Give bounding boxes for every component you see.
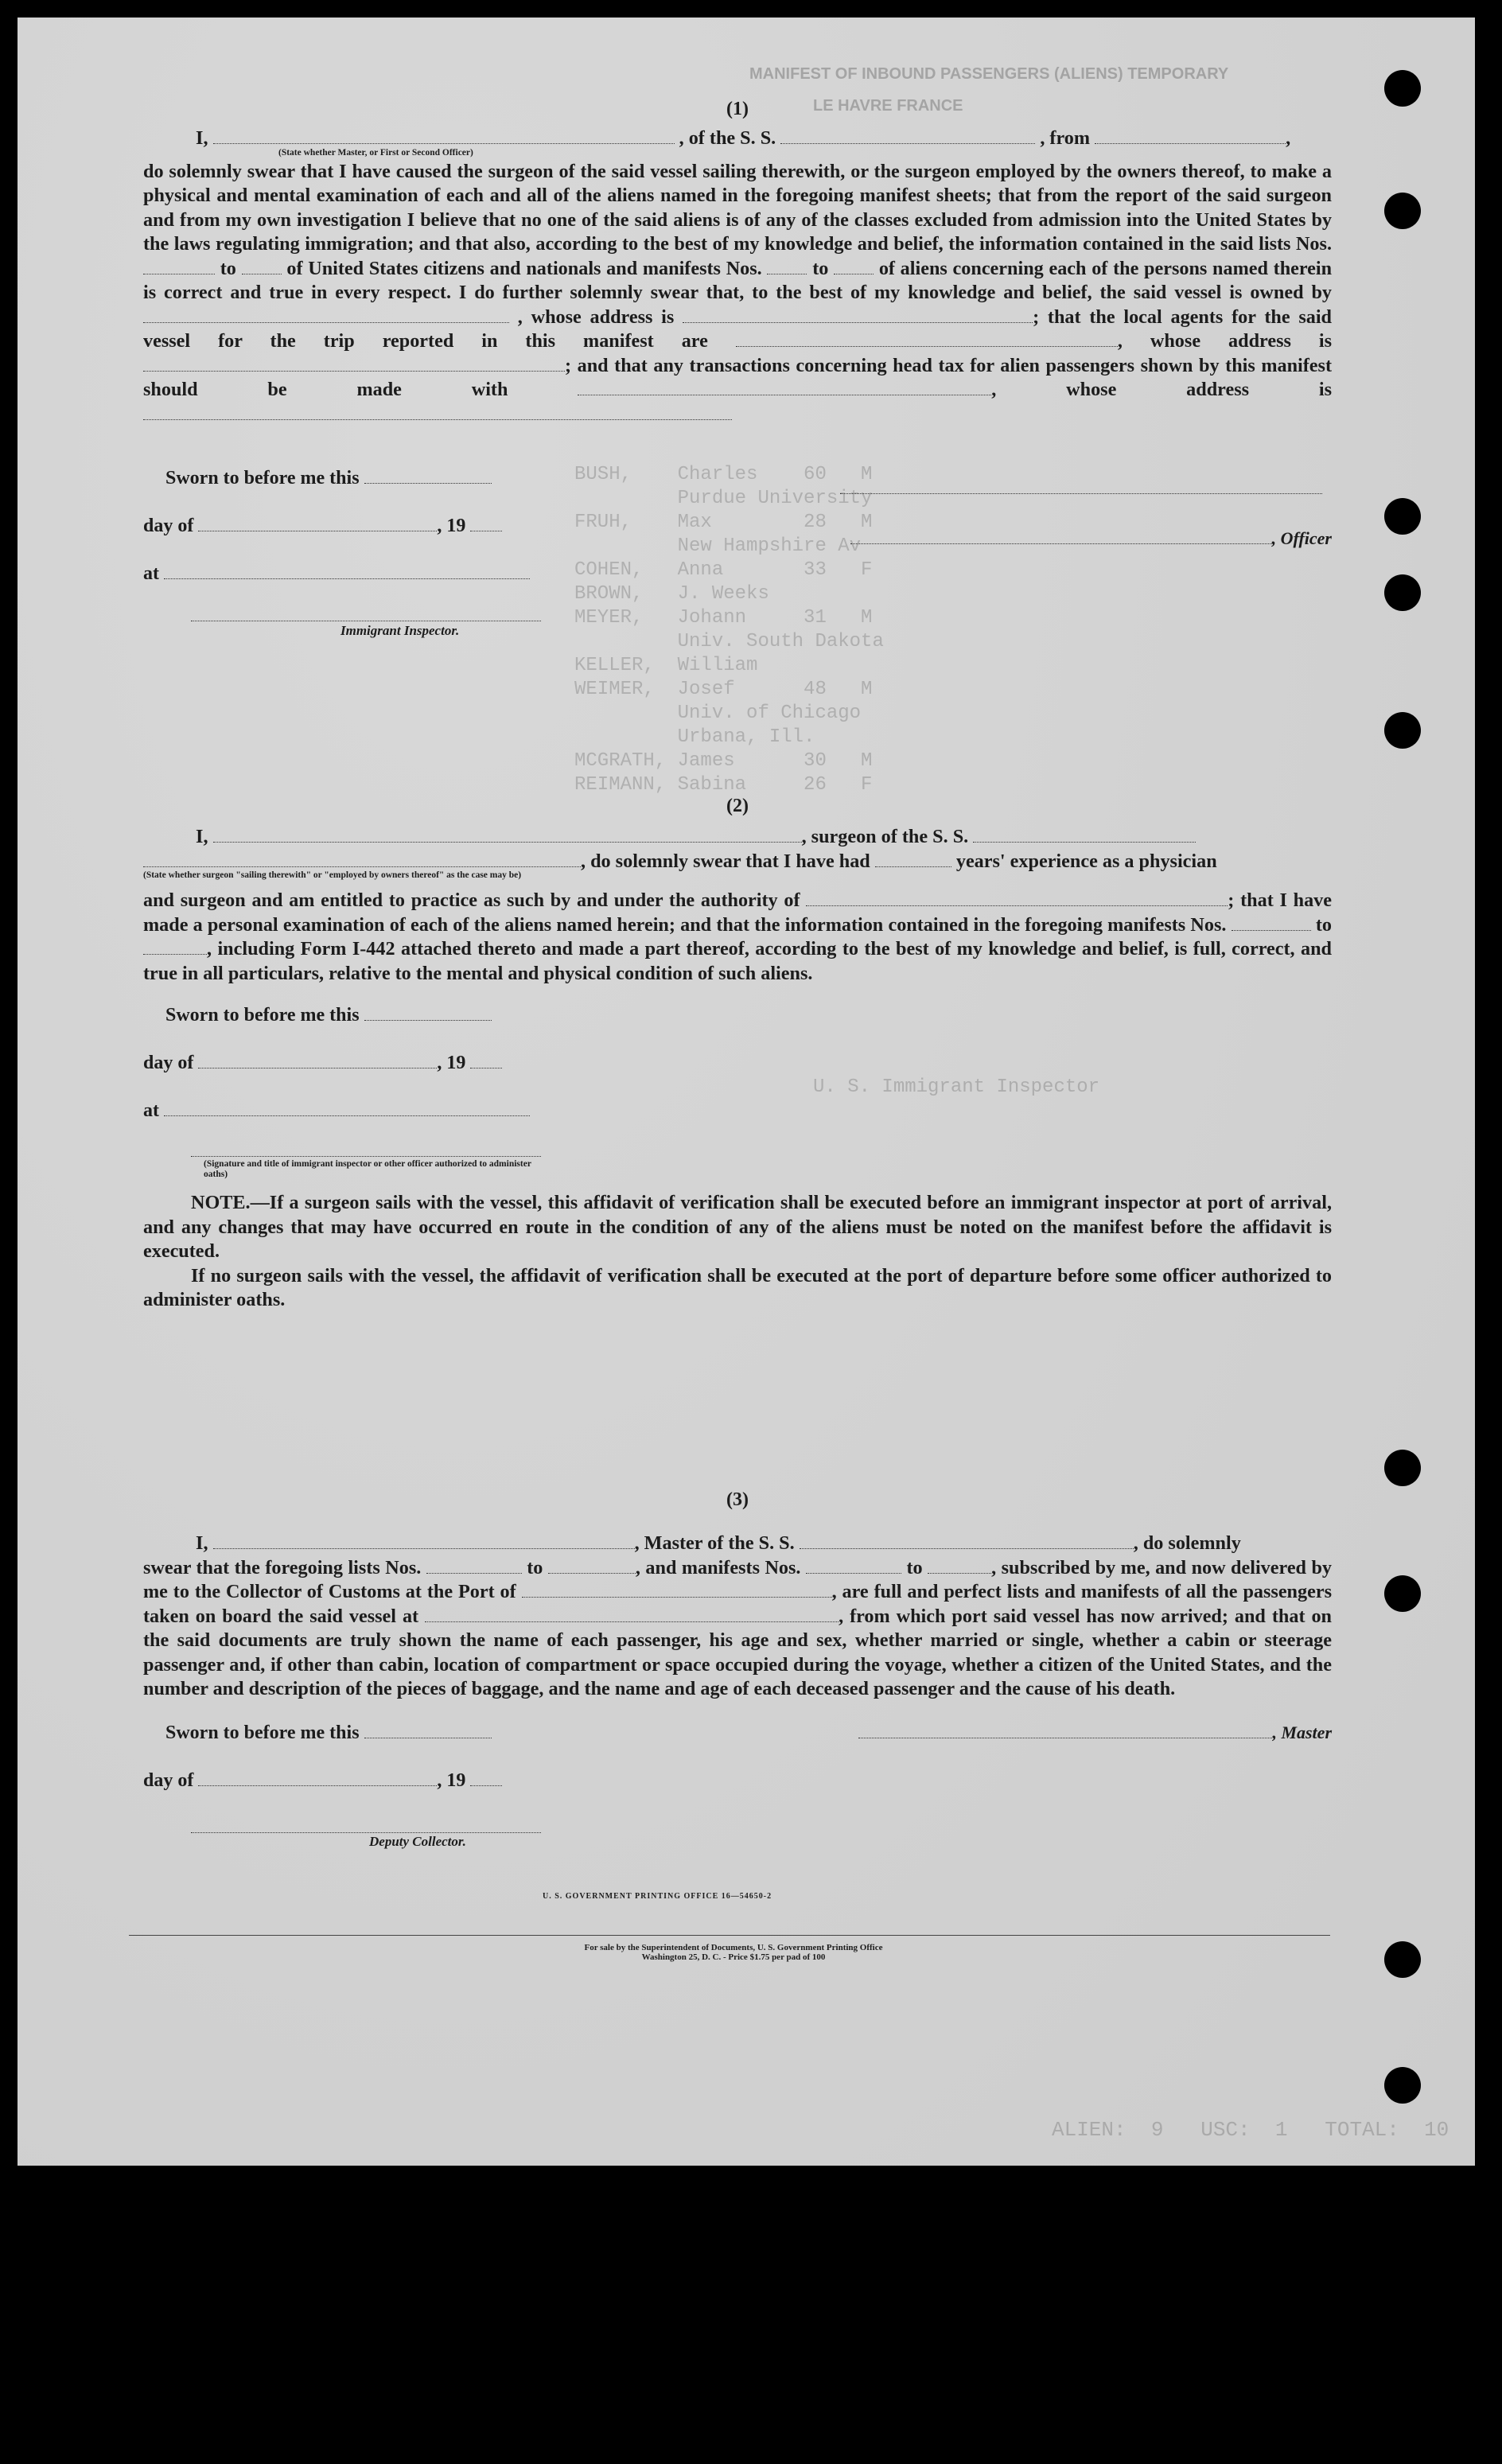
lists-from-field[interactable] [143, 263, 215, 274]
vessel-name-field[interactable] [800, 1537, 1134, 1549]
state-note: (State whether surgeon "sailing therewith" or "employed by owners thereof" as the case may be) [143, 870, 522, 880]
punch-hole [1384, 574, 1421, 611]
place-field[interactable] [164, 567, 530, 579]
inspector-signature-line[interactable] [191, 609, 541, 621]
bleed-inspector: U. S. Immigrant Inspector [813, 1076, 1100, 1098]
authority-field[interactable] [806, 894, 1228, 906]
note-paragraph-2: If no surgeon sails with the vessel, the affidavit of verification shall be executed at the port of departure before some officer authorized to administer oaths. [143, 1264, 1332, 1310]
agents-address-field[interactable] [143, 360, 565, 372]
sworn-label: Sworn to before me this [165, 1005, 360, 1026]
bleed-header: MANIFEST OF INBOUND PASSENGERS (ALIENS) TEMPORARY [749, 65, 1229, 83]
month-field[interactable] [198, 1057, 437, 1069]
text: I, [196, 1532, 208, 1554]
month-field[interactable] [198, 1774, 437, 1786]
sworn-day-field[interactable] [364, 1726, 492, 1738]
text: , Master of the S. S. [634, 1532, 795, 1554]
text: , from [1040, 127, 1091, 149]
lists-to-field[interactable] [548, 1562, 636, 1574]
text: , do solemnly swear that I have had [581, 850, 870, 872]
affidavit-section-1: (1) I, , of the S. S. , from , (State whether Master, or First or Second Officer) do solemnly swear that I have caused the surgeon of the said vessel sailing therewith, or the surgeon employed by the owners thereof, to make a physical and mental examination of each and all of the aliens named in the foregoing manifest sheets; that from the report of the said surgeon and from my own investigation I believe that no one of the said aliens is of any of the classes excluded from admission into the United States by the laws regulating immigration; and that also, according to the best of my knowledge and belief, the information contained in the said lists Nos. to of United States citizens and nationals and manifests Nos. to of aliens concerning each of the persons named therein is correct and true in every respect. I do further solemnly swear that, to the best of my knowledge and belief, the said vessel is owned by , whose address is ; that the local agents for the said vessel for the trip reported in this manifest are , whose address is ; and that any transactions concerning head tax for alien passengers shown by this manifest should be made with , whose address is Sworn to before me this day of , 19 at Immigrant Inspector. , Officer [143, 99, 1333, 638]
section-number: (2) [726, 796, 749, 816]
officer-signature-line[interactable] [840, 482, 1322, 494]
manifests-from-field[interactable] [806, 1562, 901, 1574]
officer-note: (State whether Master, or First or Second Officer) [278, 147, 473, 158]
master-name-field[interactable] [213, 1537, 635, 1549]
affidavit-section-2 [143, 796, 1332, 1313]
year-label: , 19 [437, 1053, 466, 1073]
local-agents-field[interactable] [736, 335, 1118, 347]
month-field[interactable] [198, 520, 437, 531]
year-label: , 19 [437, 516, 466, 536]
manifests-to-field[interactable] [834, 263, 874, 274]
note-paragraph: NOTE.—If a surgeon sails with the vessel, this affidavit of verification shall be executed before an immigrant inspector at port of arrival, and any changes that may have occurred en route in the condition of any of the aliens must be noted on the manifest before the affidavit is executed. [143, 1192, 1332, 1262]
departure-port-field[interactable] [425, 1610, 839, 1622]
deputy-signature-line[interactable] [191, 1821, 541, 1833]
signature-note: (Signature and title of immigrant inspector or other officer authorized to administer oaths) [204, 1159, 531, 1179]
text: , of the S. S. [679, 127, 776, 149]
head-tax-field[interactable] [578, 383, 991, 395]
vessel-name-field[interactable] [780, 132, 1035, 144]
manifests-to-field[interactable] [928, 1562, 991, 1574]
text: I, [196, 127, 208, 149]
section-number: (1) [726, 99, 749, 119]
text: , do solemnly [1133, 1532, 1241, 1554]
day-of-label: day of [143, 1769, 194, 1791]
text: , surgeon of the S. S. [801, 826, 969, 847]
inspector-label: Immigrant Inspector. [340, 623, 460, 638]
vessel-name-field[interactable] [973, 831, 1196, 843]
bleed-totals: ALIEN: 9 USC: 1 TOTAL: 10 [1052, 2118, 1449, 2142]
sworn-label: Sworn to before me this [165, 1722, 360, 1743]
master-oath-body: swear that the foregoing lists Nos. to , and manifests Nos. to , subscribed by me, and now delivered by me to the Collector of Customs at the Port of , are full and perfect lists and manifests of all the passengers taken on board the said vessel at , from which port said vessel has now arrived; and that on the said documents are truly shown the name of each passenger, his age and sex, whether married or single, whether a cabin or steerage passenger and, if other than cabin, location of compartment or space occupied during the voyage, whether a citizen of the United States, and the number and description of the pieces of baggage, and the name and age of each deceased passenger and the cause of his death. [143, 1556, 1333, 1699]
text: years' experience as a physician [955, 850, 1217, 872]
footer-rule [129, 1935, 1330, 1936]
master-label: , Master [1272, 1722, 1332, 1742]
punch-hole [1384, 1575, 1421, 1612]
manifest-to-field[interactable] [143, 943, 207, 955]
owner-address-field[interactable] [683, 311, 1033, 323]
gpo-imprint: U. S. GOVERNMENT PRINTING OFFICE 16—54650-2 [543, 1892, 772, 1901]
punch-hole [1384, 70, 1421, 107]
year-field[interactable] [470, 1774, 502, 1786]
officer-name-field[interactable] [213, 132, 675, 144]
manifests-from-field[interactable] [767, 263, 807, 274]
from-port-field[interactable] [1095, 132, 1286, 144]
at-label: at [143, 563, 159, 584]
punch-hole [1384, 2067, 1421, 2104]
at-label: at [143, 1100, 159, 1121]
place-field[interactable] [164, 1104, 530, 1116]
signature-line[interactable] [191, 1145, 541, 1157]
oath-body: do solemnly swear that I have caused the surgeon of the said vessel sailing therewith, or the surgeon employed by the owners thereof, to make a physical and mental examination of each and all of the aliens named in the foregoing manifest sheets; that from the report of the said surgeon and from my own investigation I believe that no one of the said aliens is of any of the classes excluded from admission into the United States by the laws regulating immigration; and that also, according to the best of my knowledge and belief, the information contained in the said lists Nos. to of United States citizens and nationals and manifests Nos. to of aliens concerning each of the persons named therein is correct and true in every respect. I do further solemnly swear that, to the best of my knowledge and belief, the said vessel is owned by , whose address is ; that the local agents for the said vessel for the trip reported in this manifest are , whose address is ; and that any transactions concerning head tax for alien passengers shown by this manifest should be made with , whose address is [143, 160, 1332, 427]
head-tax-address-field[interactable] [143, 408, 732, 420]
years-field[interactable] [875, 855, 951, 867]
bleed-header-sub: LE HAVRE FRANCE [813, 97, 963, 115]
punch-hole [1384, 1450, 1421, 1486]
punch-hole [1384, 1941, 1421, 1978]
surgeon-oath-body: and surgeon and am entitled to practice as such by and under the authority of ; that I have made a personal examination of each of the aliens named herein; and that the information contained in the foregoing manifests Nos. to , including Form I-442 attached thereto and made a part thereof, according to the best of my knowledge and belief, is full, correct, and true in all particulars, relative to the mental and physical condition of such aliens. [143, 889, 1333, 984]
lists-from-field[interactable] [426, 1562, 522, 1574]
sale-notice: For sale by the Superintendent of Documents, U. S. Government Printing Office Washington 25, D. C. - Price $1.75 per pad of 100 [584, 1943, 883, 1962]
punch-hole [1384, 498, 1421, 535]
year-field[interactable] [470, 520, 502, 531]
port-field[interactable] [522, 1586, 832, 1598]
officer-title-field[interactable] [850, 532, 1272, 544]
bleed-names: BUSH, Charles 60 M Purdue University FRUH, Max 28 M New Hampshire Av COHEN, Anna 33 F BROWN, J. Weeks MEYER, Johann 31 M Univ. South Dakota KELLER, William WEIMER, Josef 48 M Univ. of Chicago Urbana, Ill. MCGRATH, James 30 M REIMANN, Sabina 26 F [574, 464, 884, 796]
affidavit-section-3 [143, 1489, 1332, 1882]
day-of-label: day of [143, 1053, 194, 1073]
officer-label: , Officer [1271, 528, 1332, 548]
document-page [18, 18, 1475, 2166]
sworn-day-field[interactable] [364, 472, 492, 484]
year-label: , 19 [437, 1769, 466, 1791]
section-number: (3) [726, 1489, 749, 1510]
owner-field[interactable] [143, 311, 509, 323]
lists-to-field[interactable] [242, 263, 282, 274]
surgeon-status-field[interactable] [143, 855, 581, 867]
day-of-label: day of [143, 516, 194, 536]
punch-hole [1384, 193, 1421, 229]
text: I, [196, 826, 208, 847]
surgeon-name-field[interactable] [213, 831, 802, 843]
deputy-label: Deputy Collector. [369, 1833, 466, 1849]
manifest-from-field[interactable] [1232, 919, 1311, 931]
punch-hole [1384, 712, 1421, 749]
year-field[interactable] [470, 1057, 502, 1069]
sworn-day-field[interactable] [364, 1009, 492, 1021]
master-signature-line[interactable] [858, 1726, 1272, 1738]
sworn-label: Sworn to before me this [165, 468, 360, 489]
